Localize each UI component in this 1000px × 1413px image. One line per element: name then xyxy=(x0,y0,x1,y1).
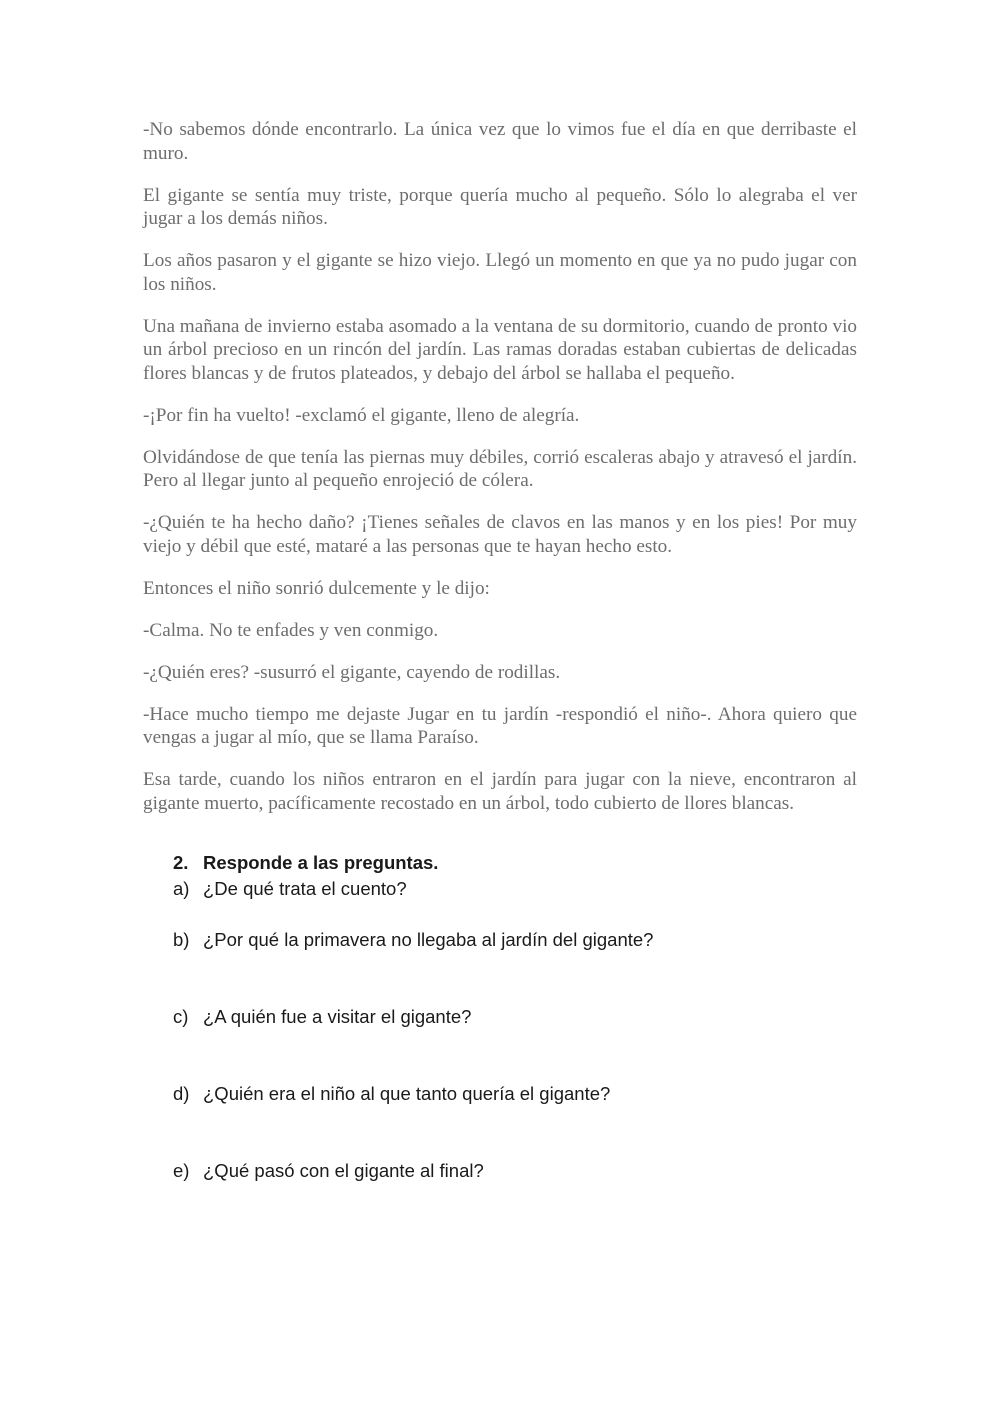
question-letter: a) xyxy=(173,878,190,899)
question-text: ¿De qué trata el cuento? xyxy=(203,878,407,899)
question-item-e xyxy=(173,1158,484,1184)
story-paragraph: Olvidándose de que tenía las piernas muy débiles, corrió escaleras abajo y atravesó el jardín. Pero al llegar junto al pequeño enrojeció de cólera. xyxy=(143,446,857,491)
story-paragraph: -¡Por fin ha vuelto! -exclamó el gigante, lleno de alegría. xyxy=(143,404,580,426)
question-letter: e) xyxy=(173,1160,190,1181)
questions-section xyxy=(173,850,873,1181)
story-paragraph: El gigante se sentía muy triste, porque quería mucho al pequeño. Sólo lo alegraba el ver jugar a los demás niños. xyxy=(143,184,857,229)
story-paragraph: -No sabemos dónde encontrarlo. La única vez que lo vimos fue el día en que derribaste el muro. xyxy=(143,119,857,164)
question-letter: d) xyxy=(173,1083,190,1104)
story-paragraph: Los años pasaron y el gigante se hizo viejo. Llegó un momento en que ya no pudo jugar con los niños. xyxy=(143,250,857,295)
questions-number: 2. xyxy=(173,852,189,873)
question-item-a xyxy=(173,876,407,902)
question-text: ¿Quién era el niño al que tanto quería el gigante? xyxy=(203,1083,611,1104)
story-paragraph: Entonces el niño sonrió dulcemente y le dijo: xyxy=(143,577,490,599)
story-paragraph: Una mañana de invierno estaba asomado a la ventana de su dormitorio, cuando de pronto vio un árbol precioso en un rincón del jardín. Las ramas doradas estaban cubiertas de delicadas flores blancas y de frutos plateados, y debajo del árbol se hallaba el pequeño. xyxy=(143,315,857,384)
story-paragraph: -¿Quién te ha hecho daño? ¡Tienes señales de clavos en las manos y en los pies! Por muy viejo y débil que esté, mataré a las personas que te hayan hecho esto. xyxy=(143,512,857,557)
story-paragraph: -¿Quién eres? -susurró el gigante, cayendo de rodillas. xyxy=(143,661,561,683)
question-text: ¿Por qué la primavera no llegaba al jardín del gigante? xyxy=(203,929,654,950)
question-item-c xyxy=(173,1004,471,1030)
story-paragraph: Esa tarde, cuando los niños entraron en el jardín para jugar con la nieve, encontraron al gigante muerto, pacíficamente recostado en un árbol, todo cubierto de llores blancas. xyxy=(143,769,857,814)
questions-heading xyxy=(173,850,873,876)
question-letter: b) xyxy=(173,929,190,950)
question-text: ¿A quién fue a visitar el gigante? xyxy=(203,1006,472,1027)
questions-title: Responde a las preguntas. xyxy=(203,852,439,873)
story-paragraph: -Calma. No te enfades y ven conmigo. xyxy=(143,619,439,641)
question-letter: c) xyxy=(173,1006,189,1027)
question-item-d xyxy=(173,1081,610,1107)
question-text: ¿Qué pasó con el gigante al final? xyxy=(203,1160,484,1181)
story-paragraph: -Hace mucho tiempo me dejaste Jugar en tu jardín -respondió el niño-. Ahora quiero que vengas a jugar al mío, que se llama Paraíso. xyxy=(143,703,857,748)
question-item-b xyxy=(173,927,653,953)
story-text xyxy=(143,118,857,834)
